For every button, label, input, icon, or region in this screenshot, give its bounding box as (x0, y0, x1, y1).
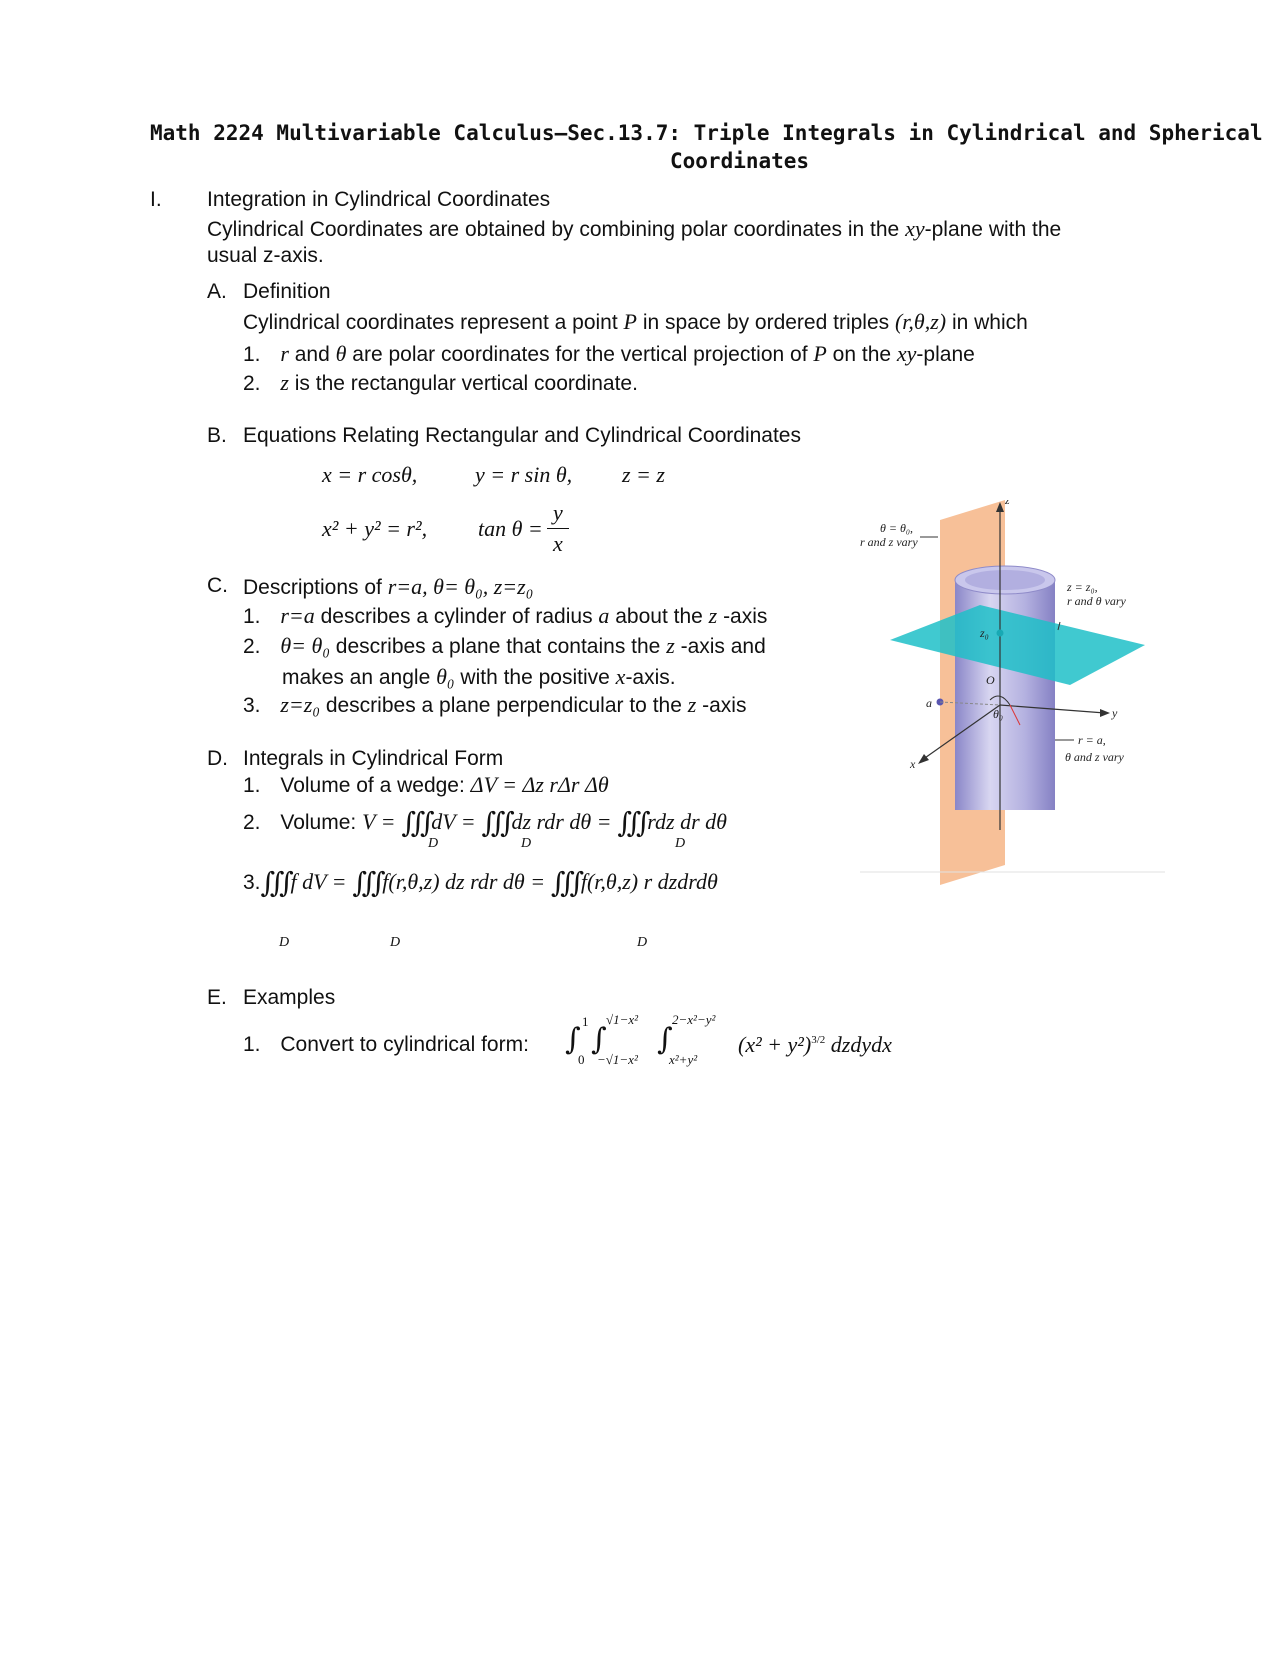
C-item2-line2-c: -axis. (625, 666, 676, 689)
D-item3-t1: f dV = (290, 869, 347, 894)
intro-xy: xy (905, 216, 925, 241)
E-integrand (738, 1032, 892, 1058)
A-item1-a: and (288, 343, 336, 366)
D-item3-num: 3. (243, 871, 261, 894)
B-eq4: x² + y² = r², (322, 516, 428, 541)
A-item1-d: -plane (916, 343, 975, 366)
label-z-plane-2: r and θ vary (1067, 594, 1126, 608)
C-item1 (243, 603, 767, 629)
D-item2-num: 2. (243, 811, 261, 834)
D-item3-t2: f(r,θ,z) dz rdr dθ = (382, 869, 546, 894)
integrand-base: (x² + y²) (738, 1032, 812, 1057)
C-item1-b: about the (609, 605, 709, 628)
integral-sign-1: ∫ (565, 1022, 581, 1057)
E-label: E. (207, 986, 227, 1009)
A-heading: Definition (243, 280, 331, 303)
label-cylinder: r = a, (1078, 733, 1106, 747)
D-item2-t3: rdz dr dθ (647, 809, 727, 834)
region-label: D (637, 935, 648, 950)
C-heading-math: r=a, θ= θ₀, z=z₀ (387, 574, 534, 599)
A-item2-z: z (280, 370, 289, 395)
E-heading: Examples (243, 986, 336, 1009)
region-label: D (675, 836, 686, 851)
C-label: C. (207, 574, 228, 597)
C-item2-line2-b: with the positive (454, 666, 616, 689)
page-title-line2: Coordinates (670, 149, 810, 173)
section-intro (207, 216, 1061, 242)
A-item2-num: 2. (243, 372, 261, 395)
D-item1-num: 1. (243, 774, 261, 797)
C-item3-z: z (687, 692, 697, 717)
integral-sign-3: ∫ (657, 1022, 673, 1057)
A-label: A. (207, 280, 227, 303)
B-eq5-den: x (553, 531, 563, 556)
label-y-axis: y (1112, 706, 1118, 720)
A-text-c: in which (946, 311, 1028, 334)
D-item2-V: V = (362, 809, 396, 834)
triple-integral-symbol: ∭ (481, 806, 506, 839)
B-eq5-lhs: tan θ = (478, 516, 543, 541)
A-item1-r: r (280, 341, 289, 366)
C-item2-num: 2. (243, 635, 261, 658)
D-item2-t1: dV = (431, 809, 476, 834)
A-text-b: in space by ordered triples (637, 311, 895, 334)
figure-svg (860, 500, 1165, 890)
label-x-axis: x (910, 757, 916, 771)
label-a: a (926, 696, 932, 710)
label-z0: z₀ (980, 626, 989, 640)
label-z-axis: z (1005, 500, 1010, 507)
A-item1-theta: θ (335, 341, 347, 366)
C-item1-c: -axis (717, 605, 768, 628)
C-heading-text: Descriptions of (243, 576, 388, 599)
page-title-line1: Math 2224 Multivariable Calculus–Sec.13.7: Triple Integrals in Cylindrical and Spherical (150, 121, 1263, 145)
label-theta0: θ₀ (993, 707, 1004, 721)
A-triple: (r,θ,z) (894, 309, 947, 334)
intro-text-a: Cylindrical Coordinates are obtained by combining polar coordinates in the (207, 218, 906, 241)
limit-3-upper: 2−x²−y² (672, 1012, 716, 1027)
C-item1-z: z (708, 603, 718, 628)
C-item2 (243, 633, 766, 659)
label-theta-plane: θ = θ₀, (880, 521, 914, 535)
B-eq5-fraction-bar (547, 528, 569, 529)
integral-sign-2: ∫ (591, 1022, 607, 1057)
C-heading (243, 574, 533, 600)
D-item2-text: Volume: (280, 811, 363, 834)
C-item1-radius: a (598, 603, 610, 628)
section-numeral: I. (150, 188, 162, 211)
B-eq2: y = r sin θ, (475, 462, 573, 487)
C-item3-b: -axis (696, 694, 747, 717)
C-item2-line2 (282, 664, 676, 690)
C-item2-line2-theta: θ₀ (436, 664, 455, 689)
C-item1-math: r=a (280, 603, 315, 628)
triple-integral-symbol: ∭ (550, 866, 575, 899)
B-eq5-num: y (553, 500, 563, 525)
integrand-differentials: dzdydx (825, 1032, 892, 1057)
C-item1-num: 1. (243, 605, 261, 628)
A-item1-xy: xy (896, 341, 917, 366)
D-item3 (243, 866, 718, 899)
A-text-a: Cylindrical coordinates represent a point (243, 311, 624, 334)
E-item1-text: Convert to cylindrical form: (280, 1033, 529, 1056)
cylinder-top-inner (965, 570, 1045, 590)
y-axis-arrow-icon (1100, 709, 1110, 717)
region-label: D (279, 935, 290, 950)
region-label: D (390, 935, 401, 950)
limit-1-lower: 0 (578, 1052, 585, 1067)
D-heading: Integrals in Cylindrical Form (243, 747, 504, 770)
D-item2-t2: dz rdr dθ = (511, 809, 612, 834)
limit-2-lower: −√1−x² (597, 1052, 638, 1067)
C-item3 (243, 692, 746, 718)
label-z-plane: z = z₀, (1067, 580, 1098, 594)
C-item2-a: describes a plane that contains the (329, 635, 667, 658)
A-item2-text: is the rectangular vertical coordinate. (288, 372, 638, 395)
D-item2 (243, 806, 727, 839)
A-item2 (243, 370, 638, 396)
A-item1-num: 1. (243, 343, 261, 366)
cylindrical-coordinates-figure (860, 500, 1165, 890)
D-label: D. (207, 747, 228, 770)
A-item1-c: on the (826, 343, 897, 366)
C-item3-math: z=z₀ (280, 692, 320, 717)
E-item1 (243, 1033, 529, 1057)
C-item2-line2-x: x (615, 664, 626, 689)
limit-2-upper: √1−x² (606, 1012, 639, 1027)
limit-3-lower: x²+y² (669, 1052, 698, 1067)
region-label: D (521, 836, 532, 851)
C-item3-a: describes a plane perpendicular to the (319, 694, 688, 717)
A-item1 (243, 341, 975, 367)
A-item1-P: P (813, 341, 827, 366)
intro-text-b: -plane with the (924, 218, 1062, 241)
C-item2-line2-a: makes an angle (282, 666, 437, 689)
label-theta-plane-2: r and z vary (860, 535, 918, 549)
D-item1 (243, 772, 609, 798)
E-item1-num: 1. (243, 1033, 261, 1056)
B-eq3: z = z (622, 462, 665, 487)
D-item1-text: Volume of a wedge: (280, 774, 471, 797)
C-item3-num: 3. (243, 694, 261, 717)
D-item1-math: ΔV = Δz rΔr Δθ (470, 772, 609, 797)
label-cylinder-2: θ and z vary (1065, 750, 1124, 764)
B-eq1: x = r cosθ, (322, 462, 418, 487)
region-label: D (428, 836, 439, 851)
D-item3-t3: f(r,θ,z) r dzdrdθ (580, 869, 718, 894)
A-definition (243, 309, 1028, 335)
A-P: P (623, 309, 637, 334)
triple-integral-symbol: ∭ (352, 866, 377, 899)
z0-point (997, 630, 1004, 637)
triple-integral-symbol: ∭ (617, 806, 642, 839)
B-label: B. (207, 424, 227, 447)
triple-integral-symbol: ∭ (260, 866, 285, 899)
C-item2-z: z (666, 633, 675, 658)
section-intro-line2: usual z-axis. (207, 244, 324, 267)
C-item2-math: θ= θ₀ (280, 633, 330, 658)
label-origin: O (986, 673, 995, 687)
A-item1-b: are polar coordinates for the vertical projection of (346, 343, 814, 366)
triple-integral-symbol: ∭ (401, 806, 426, 839)
limit-1-upper: 1 (582, 1014, 589, 1029)
C-item2-b: -axis and (674, 635, 766, 658)
B-heading: Equations Relating Rectangular and Cylindrical Coordinates (243, 424, 801, 447)
integrand-exponent: 3/2 (811, 1034, 826, 1046)
C-item1-a: describes a cylinder of radius (314, 605, 599, 628)
section-heading: Integration in Cylindrical Coordinates (207, 188, 551, 211)
